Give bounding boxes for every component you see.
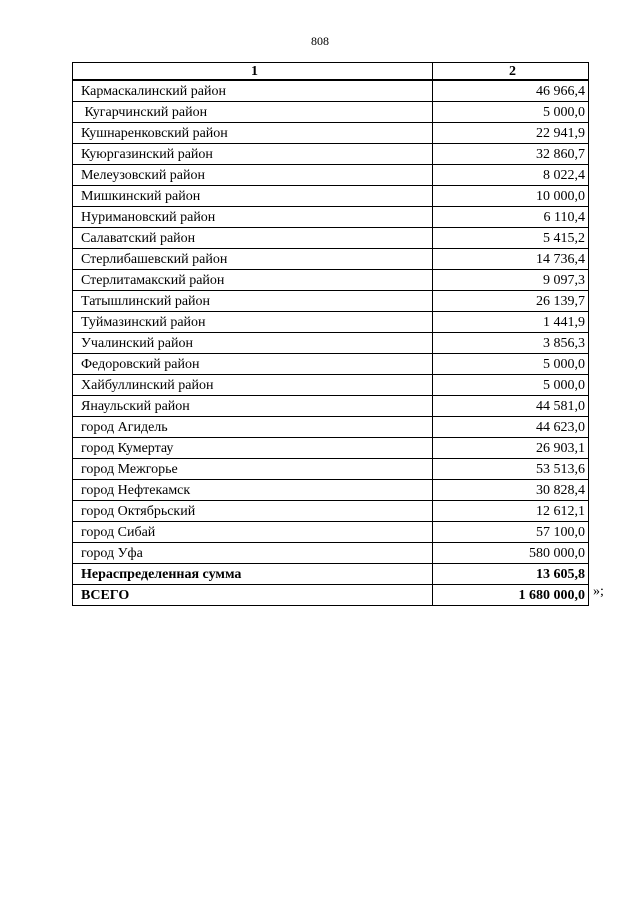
row-value: 26 903,1 [433, 438, 589, 459]
total-value: 1 680 000,0 [433, 585, 589, 606]
table-row [73, 80, 589, 102]
closing-quote-mark: »; [593, 584, 604, 599]
table-row [73, 270, 589, 291]
row-name: город Агидель [73, 417, 433, 438]
column-header-1: 1 [73, 63, 433, 81]
table-row [73, 375, 589, 396]
table-row [73, 480, 589, 501]
row-value: 5 000,0 [433, 375, 589, 396]
row-name: город Октябрьский [73, 501, 433, 522]
row-value: 22 941,9 [433, 123, 589, 144]
row-value: 580 000,0 [433, 543, 589, 564]
table-row [73, 438, 589, 459]
table-row [73, 333, 589, 354]
row-value: 44 623,0 [433, 417, 589, 438]
total-row [73, 585, 589, 606]
column-header-2: 2 [433, 63, 589, 81]
undistributed-value: 13 605,8 [433, 564, 589, 585]
table-row [73, 459, 589, 480]
row-name: Мишкинский район [73, 186, 433, 207]
table-row [73, 207, 589, 228]
table-row [73, 144, 589, 165]
row-name: Татышлинский район [73, 291, 433, 312]
row-name: Учалинский район [73, 333, 433, 354]
table-row [73, 354, 589, 375]
table-row [73, 249, 589, 270]
row-name: город Уфа [73, 543, 433, 564]
row-value: 1 441,9 [433, 312, 589, 333]
row-name: Куюргазинский район [73, 144, 433, 165]
row-name: Федоровский район [73, 354, 433, 375]
row-value: 5 000,0 [433, 354, 589, 375]
row-name: Нуримановский район [73, 207, 433, 228]
row-value: 6 110,4 [433, 207, 589, 228]
row-value: 8 022,4 [433, 165, 589, 186]
table-row [73, 123, 589, 144]
row-name: город Сибай [73, 522, 433, 543]
table-row [73, 417, 589, 438]
row-name: Кармаскалинский район [73, 80, 433, 102]
row-name: город Межгорье [73, 459, 433, 480]
row-name: Стерлитамакский район [73, 270, 433, 291]
row-value: 46 966,4 [433, 80, 589, 102]
row-name: Мелеузовский район [73, 165, 433, 186]
row-value: 5 000,0 [433, 102, 589, 123]
row-value: 26 139,7 [433, 291, 589, 312]
table-row [73, 543, 589, 564]
row-value: 32 860,7 [433, 144, 589, 165]
table-row [73, 312, 589, 333]
row-name: город Кумертау [73, 438, 433, 459]
table-row [73, 186, 589, 207]
total-label: ВСЕГО [73, 585, 433, 606]
row-name: Кугарчинский район [73, 102, 433, 123]
undistributed-label: Нераспределенная сумма [73, 564, 433, 585]
row-value: 14 736,4 [433, 249, 589, 270]
table-header-row [73, 63, 589, 81]
row-value: 9 097,3 [433, 270, 589, 291]
page-number: 808 [311, 34, 329, 48]
row-name: Салаватский район [73, 228, 433, 249]
undistributed-row [73, 564, 589, 585]
table-row [73, 501, 589, 522]
table-row [73, 522, 589, 543]
row-name: Кушнаренковский район [73, 123, 433, 144]
table-row [73, 165, 589, 186]
table-row [73, 291, 589, 312]
row-name: город Нефтекамск [73, 480, 433, 501]
row-value: 30 828,4 [433, 480, 589, 501]
table-body [73, 80, 589, 606]
row-value: 5 415,2 [433, 228, 589, 249]
row-value: 3 856,3 [433, 333, 589, 354]
row-name: Туймазинский район [73, 312, 433, 333]
allocation-table [72, 62, 589, 606]
row-value: 12 612,1 [433, 501, 589, 522]
row-name: Хайбуллинский район [73, 375, 433, 396]
row-value: 44 581,0 [433, 396, 589, 417]
table-row [73, 228, 589, 249]
table-row [73, 102, 589, 123]
row-value: 53 513,6 [433, 459, 589, 480]
row-value: 10 000,0 [433, 186, 589, 207]
row-value: 57 100,0 [433, 522, 589, 543]
row-name: Янаульский район [73, 396, 433, 417]
table-row [73, 396, 589, 417]
row-name: Стерлибашевский район [73, 249, 433, 270]
